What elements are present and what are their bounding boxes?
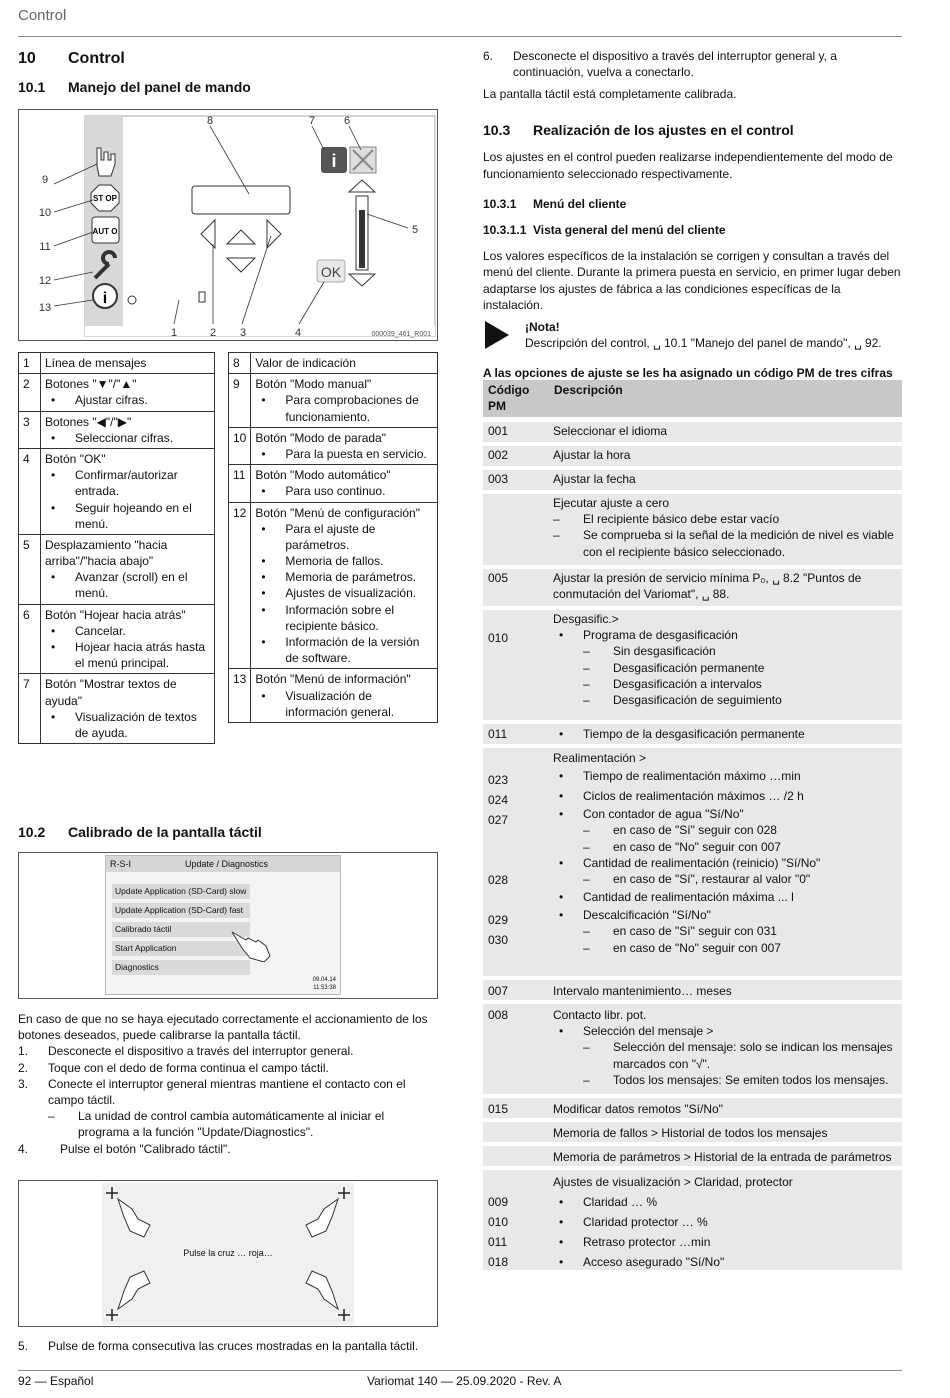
legend-row (229, 502, 438, 669)
calibration-crosses (102, 1183, 354, 1325)
svg-text:1: 1 (170, 327, 178, 339)
control-panel-figure (18, 109, 438, 341)
legend-text (251, 669, 438, 723)
legend-number: 5 (19, 534, 41, 604)
pm-code: 008 (488, 1008, 509, 1022)
pm-desc: Ajustar la fecha (553, 472, 636, 486)
legend-title: Botón "Hojear hacia atrás" (45, 607, 186, 622)
legend-bullet: • Para uso continuo. (255, 483, 433, 499)
legend-bullet: • Información sobre el recipiente básico. (255, 602, 433, 634)
screen-title: Update / Diagnostics (185, 859, 269, 869)
legend-number: 13 (229, 669, 251, 723)
pm-desc: Realimentación > • Tiempo de realimentación máximo …min • Ciclos de realimentación máximos … /2 h • Con contador de agua "Sí/No" – en caso de "Sí" seguir con 028 – en caso de "No" seguir con 007 • Cantidad de realimentación (reinicio) "Sí/No" – en caso de "Sí", restaurar al valor "0" • Cantidad de realimentación máxima ... l • Descalcificación "Sí/No" – en caso de "Sí" seguir con 031 – en caso de "No" seguir con 007 (553, 750, 898, 956)
legend-number: 8 (229, 353, 251, 374)
pm-code: 023 024 027 028 029 030 (488, 773, 509, 947)
footer-page-number: 92 — Español (18, 1374, 94, 1388)
legend-title: Botón "Menú de información" (255, 672, 411, 687)
legend-text (41, 448, 215, 534)
legend-title: Botones "▼"/"▲" (45, 377, 137, 392)
legend-text (251, 502, 438, 669)
diagnostics-menu-item[interactable]: Update Application (SD-Card) slow (112, 884, 250, 899)
pm-code: 009 010 011 018 (488, 1195, 509, 1269)
diagnostics-menu-item[interactable]: Start Application (112, 941, 250, 956)
step-4: 4. Pulse el botón "Calibrado táctil". (18, 1141, 231, 1156)
svg-text:AUT O: AUT O (92, 227, 118, 236)
legend-row (19, 411, 215, 448)
pm-desc: Contacto libr. pot. • Selección del mensaje > – Selección del mensaje: solo se indican los mensajes marcados con "√". – Todos los mensajes: Se emiten todos los mensajes. (553, 1007, 898, 1088)
pm-header-code: Código PM (488, 383, 530, 414)
note-box (483, 319, 903, 351)
svg-text:ST OP: ST OP (92, 194, 118, 203)
section-10-3-paragraph: Los ajustes en el control pueden realizarse independientemente del modo de funcionamiento seleccionado respectivamente. (483, 150, 893, 181)
legend-text (251, 465, 438, 502)
legend-title: Valor de indicación (255, 356, 356, 370)
legend-title: Botón "OK" (45, 451, 106, 466)
section-heading-10-1 (18, 78, 438, 97)
running-header: Control (18, 7, 67, 24)
legend-bullet: • Para comprobaciones de funcionamiento. (255, 392, 433, 424)
legend-bullet: • Cancelar. (45, 623, 210, 639)
pm-desc: Modificar datos remotos "Sí/No" (553, 1102, 723, 1116)
pm-row (483, 470, 902, 490)
svg-text:8: 8 (206, 115, 214, 127)
legend-bullet: • Para la puesta en servicio. (255, 446, 433, 462)
legend-text (41, 674, 215, 744)
step-item: 1. Desconecte el dispositivo a través del interruptor general. (18, 1044, 354, 1059)
legend-bullet: • Confirmar/autorizar entrada. (45, 467, 210, 499)
section-title: Manejo del panel de mando (68, 78, 251, 95)
legend-text (41, 374, 215, 411)
legend-bullet: • Memoria de parámetros. (255, 569, 433, 585)
legend-text (41, 411, 215, 448)
stop-icon (91, 185, 119, 211)
footer-rule (18, 1370, 902, 1371)
pm-row (483, 422, 902, 442)
svg-text:12: 12 (38, 275, 52, 287)
left-column (18, 48, 438, 96)
step-5: 5. Pulse de forma consecutiva las cruces mostradas en la pantalla táctil. (18, 1339, 419, 1353)
legend-number: 7 (19, 674, 41, 744)
svg-text:9: 9 (41, 174, 49, 186)
svg-text:7: 7 (308, 115, 316, 127)
svg-text:i: i (331, 151, 337, 171)
pm-code: 002 (488, 448, 509, 462)
legend-number: 2 (19, 374, 41, 411)
calibration-instructions (18, 1011, 438, 1157)
legend-row (19, 674, 215, 744)
legend-row (19, 353, 215, 374)
pm-code: 005 (488, 571, 509, 585)
section-heading-10-3-1: 10.3.1 Menú del cliente (483, 196, 627, 211)
screen-timestamp (313, 976, 336, 992)
section-title: Control (68, 50, 125, 67)
pm-code: 007 (488, 984, 509, 998)
legend-row (19, 604, 215, 674)
diagnostics-menu (106, 872, 340, 975)
legend-title: Botón "Mostrar textos de ayuda" (45, 677, 177, 708)
screen-titlebar (106, 856, 340, 872)
pm-code-table (483, 380, 902, 1269)
svg-text:6: 6 (343, 115, 351, 127)
svg-text:4: 4 (294, 327, 302, 339)
section-heading-10-3: 10.3 Realización de los ajustes en el control (483, 121, 794, 138)
screen-date: 09.04.14 (312, 976, 336, 983)
legend-bullet: • Avanzar (scroll) en el menú. (45, 569, 210, 601)
calibration-screen (102, 1183, 354, 1325)
legend-bullet: • Hojear hacia atrás hasta el menú principal. (45, 639, 210, 671)
pm-desc: • Tiempo de la desgasificación permanente (553, 726, 805, 742)
calibration-prompt: Pulse la cruz … roja… (183, 1248, 273, 1258)
legend-bullet: • Seguir hojeando en el menú. (45, 500, 210, 532)
legend-bullet: • Visualización de información general. (255, 688, 433, 720)
update-diagnostics-figure (18, 852, 438, 999)
svg-text:10: 10 (38, 207, 52, 219)
section-heading-10 (18, 48, 438, 70)
pm-desc: Seleccionar el idioma (553, 424, 668, 438)
section-number: 10 (18, 50, 36, 67)
calibration-complete-text: La pantalla táctil está completamente calibrada. (483, 87, 737, 102)
pm-table-title: A las opciones de ajuste se les ha asignado un código PM de tres cifras (483, 366, 893, 381)
legend-number: 6 (19, 604, 41, 674)
legend-text (251, 427, 438, 464)
screen-time: 11:53:38 (313, 984, 336, 991)
legend-table-right (228, 352, 438, 723)
legend-title: Botón "Menú de configuración" (255, 505, 420, 520)
customer-menu-paragraph: Los valores específicos de la instalación se corrigen y consultan a través del menú del cliente. Durante la primera puesta en servicio, en primer lugar deben adaptarse los ajustes de fábrica a las condiciones específicas de la instalación. (483, 249, 901, 312)
pm-code: 003 (488, 472, 509, 486)
section-heading-10-2 (18, 823, 262, 842)
note-title: ¡Nota! (525, 319, 560, 334)
legend-row (19, 448, 215, 534)
pm-desc: Intervalo mantenimiento… meses (553, 984, 732, 998)
legend-number: 12 (229, 502, 251, 669)
info-icon (93, 284, 117, 308)
section-number: 10.2 (18, 824, 46, 840)
pointing-hand-icon (230, 926, 274, 962)
pm-code: 001 (488, 424, 509, 438)
legend-title: Botones "◀"/"▶" (45, 414, 132, 429)
legend-number: 3 (19, 411, 41, 448)
pm-code: 011 (488, 727, 508, 741)
auto-icon (92, 217, 119, 243)
diagnostics-menu-item[interactable]: Calibrado táctil (112, 922, 250, 937)
svg-text:11: 11 (39, 241, 51, 253)
legend-bullet: • Ajustar cifras. (45, 392, 210, 408)
legend-bullet: • Información de la versión de software. (255, 634, 433, 666)
section-number: 10.1 (18, 78, 46, 95)
legend-number: 1 (19, 353, 41, 374)
legend-row (19, 374, 215, 411)
legend-text (251, 353, 438, 374)
legend-number: 10 (229, 427, 251, 464)
svg-text:5: 5 (411, 224, 419, 236)
legend-row (229, 374, 438, 428)
step-3-substep: – La unidad de control cambia automáticamente al iniciar el programa a la función "Update/Diagnostics". (18, 1108, 438, 1140)
svg-text:000039_461_R001: 000039_461_R001 (371, 331, 431, 338)
legend-number: 11 (229, 465, 251, 502)
pm-code: 015 (488, 1102, 509, 1116)
section-heading-10-3-1-1: 10.3.1.1 Vista general del menú del cliente (483, 223, 726, 238)
legend-title: Línea de mensajes (45, 356, 147, 370)
legend-text (41, 534, 215, 604)
legend-text (251, 374, 438, 428)
step-item: 3. Conecte el interruptor general mientras mantiene el contacto con el campo táctil. (18, 1076, 406, 1107)
pm-header-description: Descripción (554, 383, 623, 397)
pm-desc: Memoria de fallos > Historial de todos los mensajes (553, 1126, 828, 1140)
legend-row (19, 534, 215, 604)
calibration-crosses-figure (18, 1180, 438, 1327)
legend-bullet: • Para el ajuste de parámetros. (255, 521, 433, 553)
legend-row (229, 427, 438, 464)
svg-text:OK: OK (320, 264, 342, 280)
legend-row (229, 465, 438, 502)
legend-bullet: • Seleccionar cifras. (45, 430, 210, 446)
pm-row (483, 446, 902, 466)
legend-bullet: • Ajustes de visualización. (255, 585, 433, 601)
pm-table-header (483, 380, 902, 417)
pm-desc: Memoria de parámetros > Historial de la entrada de parámetros (553, 1150, 892, 1164)
pm-desc: Ajustar la hora (553, 448, 631, 462)
pm-desc: Ejecutar ajuste a cero – El recipiente básico debe estar vacío – Se comprueba si la señal de la medición de nivel es viable con el recipiente básico seleccionado. (553, 495, 898, 560)
diagnostics-menu-item[interactable]: Update Application (SD-Card) fast (112, 903, 250, 918)
svg-text:2: 2 (209, 327, 217, 339)
svg-text:i: i (102, 290, 108, 307)
svg-text:3: 3 (239, 327, 247, 339)
legend-title: Botón "Modo manual" (255, 377, 372, 392)
pm-desc: Ajustes de visualización > Claridad, protector • Claridad … % • Claridad protector … % • Retraso protector …min • Acceso asegurado "Sí/No" (553, 1172, 898, 1272)
step-6: 6. Desconecte el dispositivo a través del interruptor general y, a continuación, vuelva a conectarlo. (483, 49, 837, 80)
legend-table-left (18, 352, 215, 744)
steps-list (18, 1043, 438, 1108)
legend-text (41, 604, 215, 674)
brand-label: R-S-I (110, 859, 131, 869)
legend-bullet: • Memoria de fallos. (255, 553, 433, 569)
legend-title: Botón "Modo automático" (255, 468, 391, 483)
header-rule (18, 36, 902, 37)
pm-desc: Ajustar la presión de servicio mínima P₀, ␣ 8.2 "Puntos de conmutación del Variomat", ␣ 88. (553, 571, 862, 602)
right-column (483, 48, 903, 382)
section-title: Calibrado de la pantalla táctil (68, 824, 262, 840)
note-arrow-icon (483, 319, 525, 349)
intro-paragraph: En caso de que no se haya ejecutado correctamente el accionamiento de los botones deseados, puede calibrarse la pantalla táctil. (18, 1012, 428, 1043)
legend-number: 4 (19, 448, 41, 534)
note-text: Descripción del control, ␣ 10.1 "Manejo del panel de mando", ␣ 92. (525, 336, 882, 351)
diagnostics-menu-item[interactable]: Diagnostics (112, 960, 250, 975)
pm-code: 010 (488, 631, 509, 645)
legend-text (41, 353, 215, 374)
legend-number: 9 (229, 374, 251, 428)
legend-row (229, 669, 438, 723)
diagnostics-screen (105, 855, 341, 995)
control-panel-diagram (19, 110, 438, 341)
svg-text:13: 13 (38, 302, 52, 314)
pm-desc: Desgasific.> • Programa de desgasificación – Sin desgasificación – Desgasificación permanente – Desgasificación a intervalos – Desgasificación de seguimiento (553, 611, 898, 708)
step-item: 2. Toque con el dedo de forma continua el campo táctil. (18, 1060, 329, 1075)
legend-title: Botón "Modo de parada" (255, 430, 386, 445)
footer-document-id: Variomat 140 — 25.09.2020 - Rev. A (367, 1374, 562, 1388)
legend-row (229, 353, 438, 374)
legend-title: Desplazamiento "hacia arriba"/"hacia abajo" (45, 537, 168, 569)
legend-bullet: • Visualización de textos de ayuda. (45, 709, 210, 741)
